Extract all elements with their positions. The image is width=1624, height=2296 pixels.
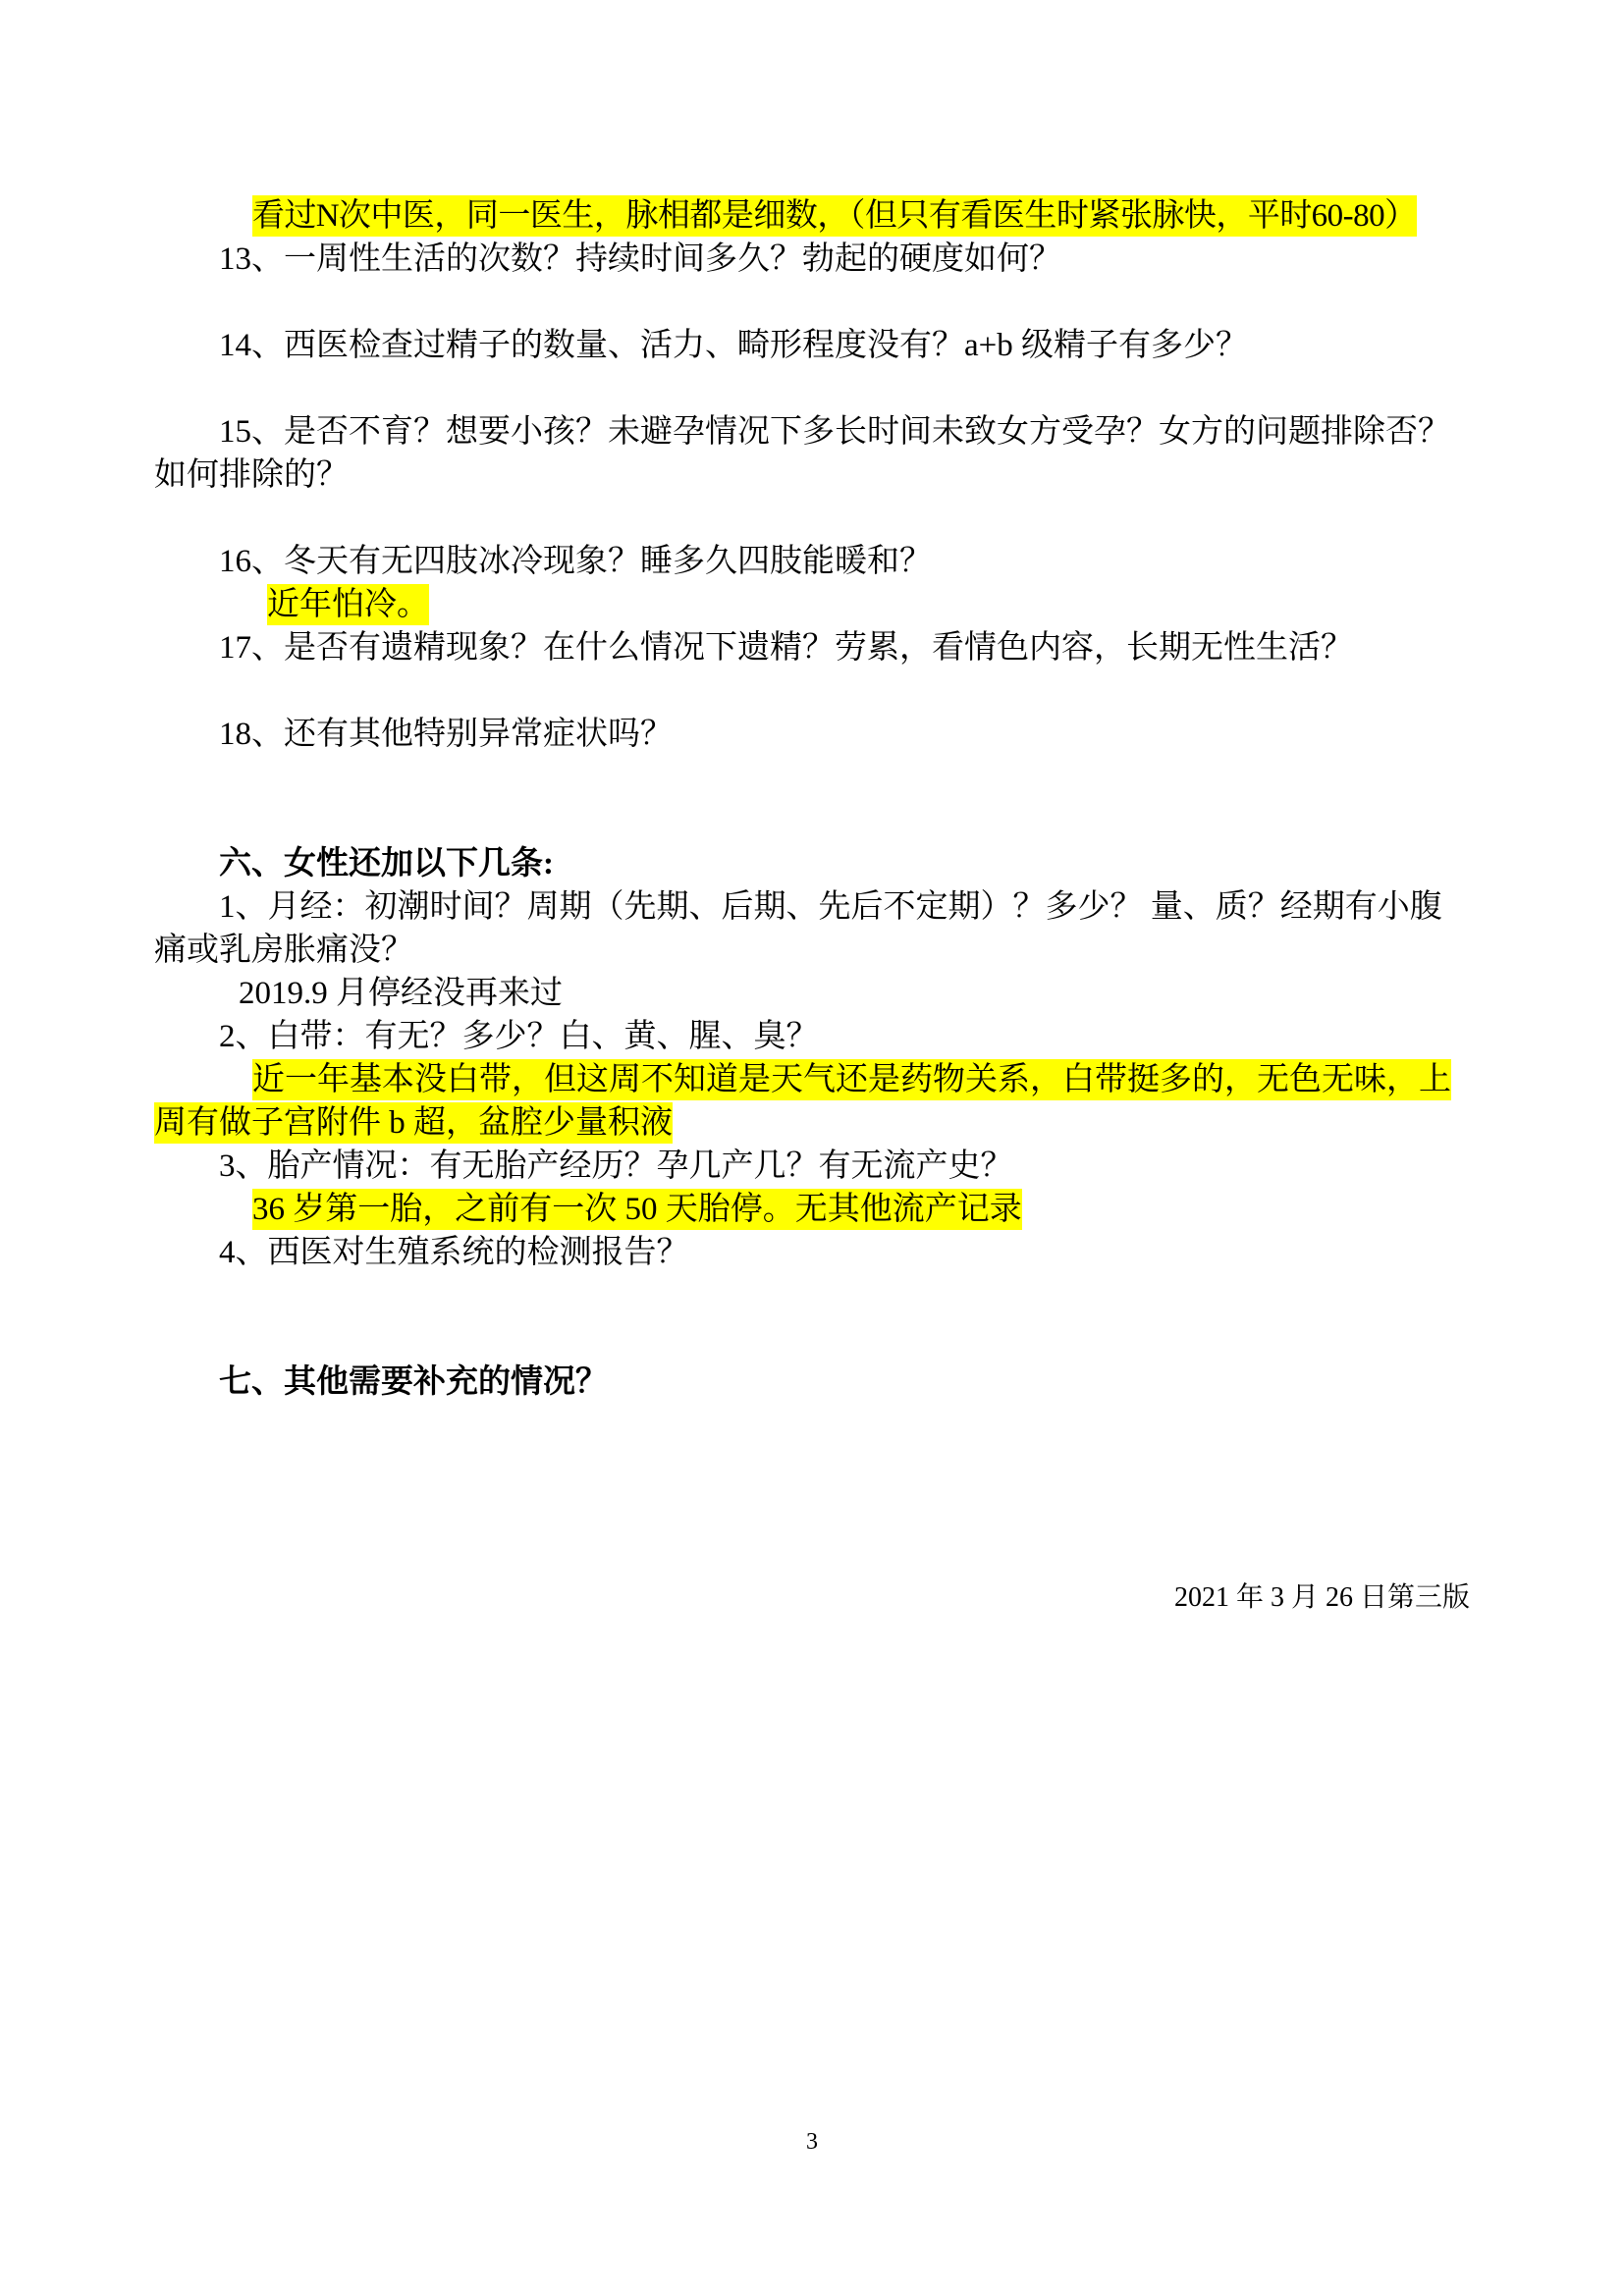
highlighted-answer <box>154 1058 1470 1145</box>
page-number: 3 <box>806 2129 818 2155</box>
highlight-mark: 36 岁第一胎，之前有一次 50 天胎停。无其他流产记录 <box>252 1189 1022 1230</box>
question-paragraph: 17、是否有遗精现象？在什么情况下遗精？劳累，看情色内容，长期无性生活？ <box>219 630 1353 666</box>
highlighted-answer <box>154 194 1470 238</box>
highlighted-answer <box>154 583 1470 626</box>
answer-paragraph: 2019.9 月停经没再来过 <box>239 976 563 1011</box>
section-heading: 六、女性还加以下几条: <box>219 846 554 881</box>
highlighted-answer <box>154 1188 1470 1231</box>
blank-line <box>154 1317 1470 1361</box>
question-paragraph: 1、月经：初潮时间？周期（先期、后期、先后不定期）？多少？ 量、质？经期有小腹痛或乳房胀痛没？ <box>154 889 1442 968</box>
version-date-line: 2021 年 3 月 26 日第三版 <box>1173 1582 1470 1613</box>
blank-line <box>154 367 1470 410</box>
blank-line <box>154 1533 1470 1576</box>
question-paragraph: 14、西医检查过精子的数量、活力、畸形程度没有？a+b 级精子有多少？ <box>219 328 1249 363</box>
question-paragraph: 15、是否不育？想要小孩？未避孕情况下多长时间未致女方受孕？女方的问题排除否？如何排除的？ <box>154 414 1450 493</box>
blank-line <box>154 1404 1470 1447</box>
highlight-mark: 看过 N 次中医，同一医生，脉相都是细数，（但只有看医生时紧张脉快，平时 60-80） <box>252 195 1417 237</box>
question-paragraph: 16、冬天有无四肢冰冷现象？睡多久四肢能暖和？ <box>219 544 932 579</box>
blank-line <box>154 756 1470 799</box>
question-paragraph: 3、胎产情况：有无胎产经历？孕几产几？有无流产史？ <box>219 1148 1013 1184</box>
question-paragraph: 4、西医对生殖系统的检测报告？ <box>219 1235 689 1270</box>
question-paragraph: 2、白带：有无？多少？白、黄、腥、臭？ <box>219 1019 819 1054</box>
blank-line <box>154 497 1470 540</box>
blank-line <box>154 669 1470 713</box>
question-paragraph: 18、还有其他特别异常症状吗？ <box>219 717 673 752</box>
section-heading: 七、其他需要补充的情况？ <box>219 1364 608 1400</box>
highlight-mark: 近年怕冷。 <box>267 584 429 625</box>
text-flow <box>154 194 1470 1620</box>
blank-line <box>154 799 1470 842</box>
highlight-mark: 近一年基本没白带，但这周不知道是天气还是药物关系，白带挺多的，无色无味，上周有做子宫附件 b 超，盆腔少量积液 <box>154 1059 1451 1144</box>
blank-line <box>154 1447 1470 1490</box>
blank-line <box>154 1274 1470 1317</box>
question-paragraph: 13、一周性生活的次数？持续时间多久？勃起的硬度如何？ <box>219 241 1061 277</box>
blank-line <box>154 281 1470 324</box>
blank-line <box>154 1490 1470 1533</box>
